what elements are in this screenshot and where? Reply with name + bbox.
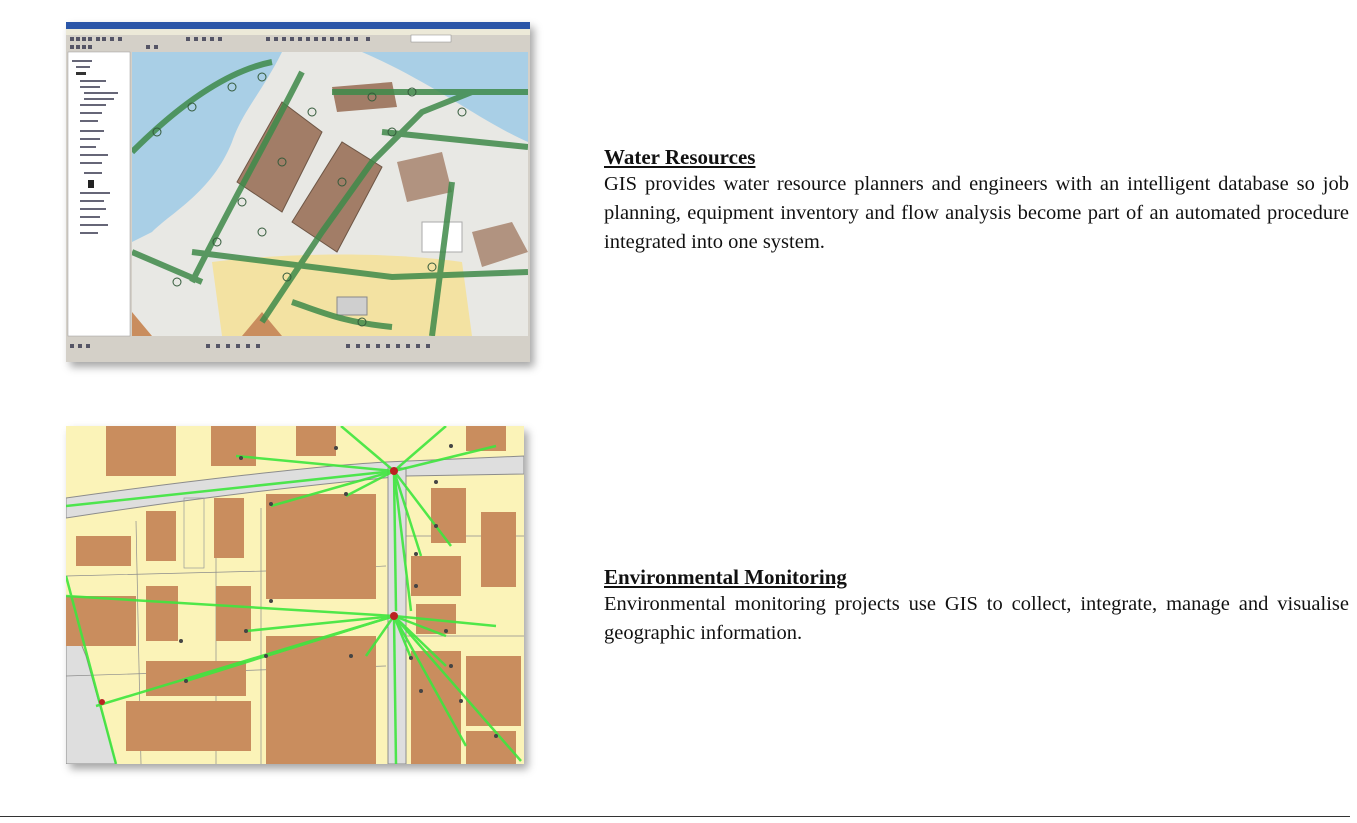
gis-desktop-screenshot xyxy=(66,22,530,362)
map-canvas xyxy=(132,52,528,336)
section-body: GIS provides water resource planners and engineers with an intelligent database so job planning, equipment inventory and flow analysis become part of an automated procedure integrated into one system. xyxy=(604,173,1349,253)
water-resources-section xyxy=(604,144,1349,257)
title-bar xyxy=(66,22,530,29)
section-body: Environmental monitoring projects use GIS to collect, integrate, manage and visualise geographic information. xyxy=(604,593,1349,644)
network-map-image xyxy=(66,426,524,764)
gis-desktop-image xyxy=(66,22,530,362)
environmental-monitoring-section xyxy=(604,564,1349,648)
menu-bar xyxy=(66,29,530,35)
bottom-divider xyxy=(0,816,1350,817)
section-title: Water Resources xyxy=(604,145,756,169)
section-title: Environmental Monitoring xyxy=(604,565,847,589)
network-map-screenshot xyxy=(66,426,524,764)
